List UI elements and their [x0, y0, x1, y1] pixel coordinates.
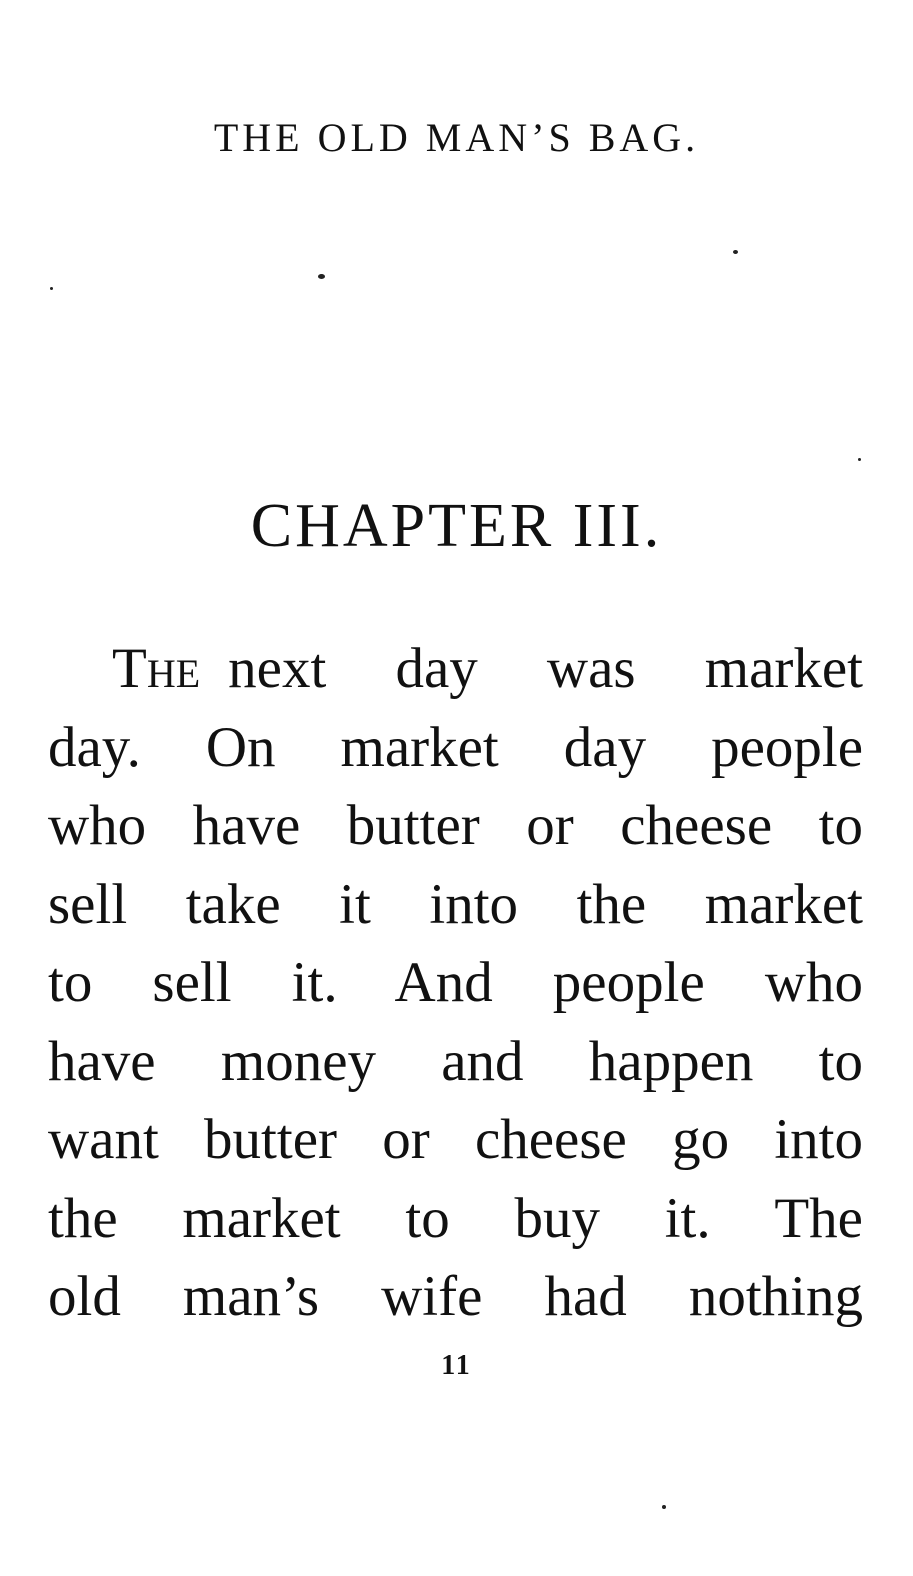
- text-line: [48, 709, 863, 788]
- text-line: [48, 866, 863, 945]
- text-line: [48, 1258, 863, 1337]
- lead-in: The: [112, 637, 201, 700]
- chapter-title: CHAPTER III.: [250, 492, 663, 560]
- line-text: want butter or cheese go into: [48, 1108, 863, 1171]
- line-text: sell take it into the market: [48, 872, 863, 936]
- text-line: [48, 944, 863, 1023]
- line-text: the market to buy it. The: [48, 1186, 863, 1250]
- scan-speck: [662, 1505, 666, 1509]
- line-text: have money and happen to: [48, 1029, 863, 1093]
- text-line: [48, 630, 863, 709]
- line-text: day. On market day people: [48, 715, 863, 779]
- page-number: 11: [441, 1350, 472, 1381]
- scan-speck: [50, 287, 53, 290]
- text-line: [48, 1101, 863, 1180]
- running-head: THE OLD MAN’S BAG.: [213, 115, 700, 160]
- line-text: next day was market: [228, 637, 863, 700]
- text-line: [48, 1180, 863, 1259]
- line-text: to sell it. And people who: [48, 951, 863, 1014]
- text-line: [48, 1023, 863, 1102]
- scan-speck: [858, 458, 861, 461]
- line-text: old man’s wife had nothing: [48, 1265, 863, 1328]
- scan-speck: [318, 274, 325, 279]
- scan-speck: [733, 250, 738, 254]
- line-text: who have butter or cheese to: [48, 794, 863, 857]
- paragraph: [48, 630, 863, 1337]
- text-line: [48, 787, 863, 866]
